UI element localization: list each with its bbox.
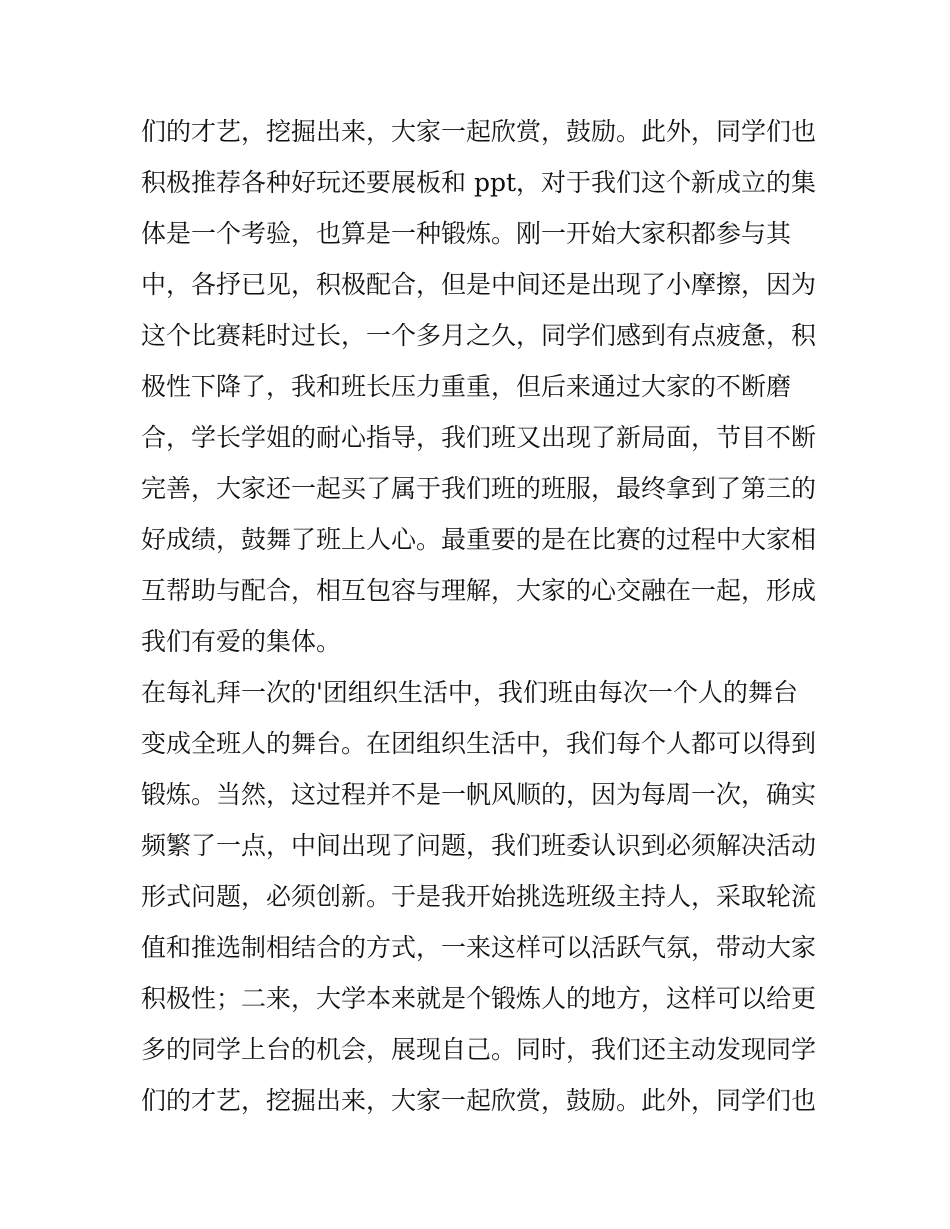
text-line: 多的同学上台的机会，展现自己。同时，我们还主动发现同学 <box>141 1035 817 1064</box>
text-line: 锻炼。当然，这过程并不是一帆风顺的，因为每周一次，确实 <box>141 780 817 809</box>
text-line: 变成全班人的舞台。在团组织生活中，我们每个人都可以得到 <box>141 729 817 758</box>
text-line: 体是一个考验，也算是一种锻炼。刚一开始大家积都参与其 <box>141 219 792 248</box>
text-line: 在每礼拜一次的'团组织生活中，我们班由每次一个人的舞台 <box>141 678 798 707</box>
text-line: 极性下降了，我和班长压力重重，但后来通过大家的不断磨 <box>141 372 792 401</box>
text-line: 频繁了一点，中间出现了问题，我们班委认识到必须解决活动 <box>141 831 817 860</box>
text-line: 积极性；二来，大学本来就是个锻炼人的地方，这样可以给更 <box>141 984 817 1013</box>
text-line: 互帮助与配合，相互包容与理解，大家的心交融在一起，形成 <box>141 576 817 605</box>
text-line: 值和推选制相结合的方式，一来这样可以活跃气氛，带动大家 <box>141 933 817 962</box>
text-line: 们的才艺，挖掘出来，大家一起欣赏，鼓励。此外，同学们也 <box>141 117 817 146</box>
body-text <box>141 106 817 1126</box>
text-line: 们的才艺，挖掘出来，大家一起欣赏，鼓励。此外，同学们也 <box>141 1086 817 1115</box>
text-line: 这个比赛耗时过长，一个多月之久，同学们感到有点疲惫，积 <box>141 321 817 350</box>
text-line: 完善，大家还一起买了属于我们班的班服，最终拿到了第三的 <box>141 474 817 503</box>
text-line: 中，各抒已见，积极配合，但是中间还是出现了小摩擦，因为 <box>141 270 817 299</box>
text-line: 合，学长学姐的耐心指导，我们班又出现了新局面，节目不断 <box>141 423 817 452</box>
text-line: 形式问题，必须创新。于是我开始挑选班级主持人，采取轮流 <box>141 882 817 911</box>
text-line: 好成绩，鼓舞了班上人心。最重要的是在比赛的过程中大家相 <box>141 525 817 554</box>
text-line: 积极推荐各种好玩还要展板和 ppt，对于我们这个新成立的集 <box>141 168 817 197</box>
text-line: 我们有爱的集体。 <box>141 627 342 656</box>
